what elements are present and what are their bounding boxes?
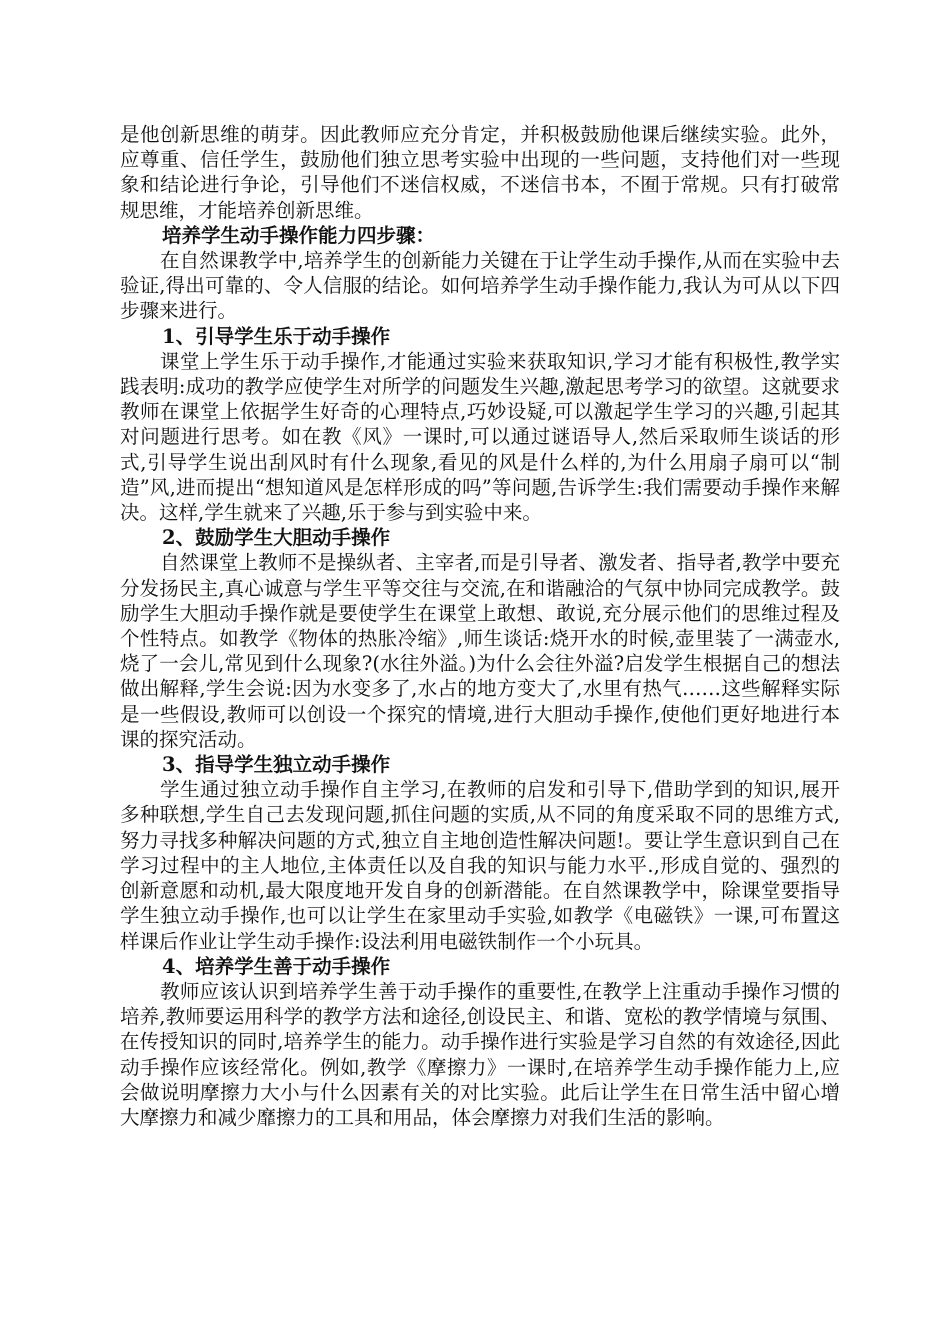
paragraph-step-3: 学生通过独立动手操作自主学习,在教师的启发和引导下,借助学到的知识,展开多种联想,学生自己去发现问题,抓住问题的实质,从不同的角度采取不同的思维方式,努力寻找多种解决问题的方式,独立自主地创造性解决问题!。要让学生意识到自己在学习过程中的主人地位,主体责任以及自我的知识与能力水平.,形成自觉的、强烈的创新意愿和动机,最大限度地开发自身的创新潜能。在自然课教学中，除课堂要指导学生独立动手操作,也可以让学生在家里动手实验,如教学《电磁铁》一课,可布置这样课后作业让学生动手操作:设法利用电磁铁制作一个小玩具。 [120, 778, 840, 953]
paragraph-intro: 在自然课教学中,培养学生的创新能力关键在于让学生动手操作,从而在实验中去验证,得出可靠的、令人信服的结论。如何培养学生动手操作能力,我认为可从以下四步骤来进行。 [120, 249, 840, 323]
section-heading-step-4: 4、培养学生善于动手操作 [162, 954, 391, 978]
section-heading-four-steps: 培养学生动手操作能力四步骤： [162, 223, 436, 247]
paragraph-step-1: 课堂上学生乐于动手操作,才能通过实验来获取知识,学习才能有积极性,教学实践表明:成功的教学应使学生对所学的问题发生兴趣,激起思考学习的欲望。这就要求教师在课堂上依据学生好奇的心理特点,巧妙设疑,可以激起学生学习的兴趣,引起其对问题进行思考。如在教《风》一课时,可以通过谜语导人,然后采取师生谈话的形式,引导学生说出刮风时有什么现象,看见的风是什么样的,为什么用扇子扇可以“制造”风,进而提出“想知道风是怎样形成的吗”等问题,告诉学生:我们需要动手操作来解决。这样,学生就来了兴趣,乐于参与到实验中来。 [120, 349, 840, 525]
section-heading-step-2: 2、鼓励学生大胆动手操作 [162, 526, 391, 550]
paragraph-continuation: 是他创新思维的萌芽。因此教师应充分肯定，并积极鼓励他课后继续实验。此外，应尊重、信任学生，鼓励他们独立思考实验中出现的一些问题，支持他们对一些现象和结论进行争论，引导他们不迷信权威，不迷信书本，不囿于常规。只有打破常规思维，才能培养创新思维。 [120, 123, 840, 222]
section-heading-step-3: 3、指导学生独立动手操作 [162, 753, 391, 777]
paragraph-step-4: 教师应该认识到培养学生善于动手操作的重要性,在教学上注重动手操作习惯的培养,教师要运用科学的教学方法和途径,创设民主、和谐、宽松的教学情境与氛围、在传授知识的同时,培养学生的能力。动手操作进行实验是学习自然的有效途径,因此动手操作应该经常化。例如,教学《摩擦力》一课时,在培养学生动手操作能力上,应会做说明摩擦力大小与什么因素有关的对比实验。此后让学生在日常生活中留心增大摩擦力和减少靡擦力的工具和用品，体会摩擦力对我们生活的影响。 [120, 979, 840, 1129]
paragraph-step-2: 自然课堂上教师不是操纵者、主宰者,而是引导者、激发者、指导者,教学中要充分发扬民主,真心诚意与学生平等交往与交流,在和谐融洽的气氛中协同完成教学。鼓励学生大胆动手操作就是要使学生在课堂上敢想、敢说,充分展示他们的思维过程及个性特点。如教学《物体的热胀冷缩》,师生谈话:烧开水的时候,壶里装了一满壶水,烧了一会儿,常见到什么现象?(水往外溢。)为什么会往外溢?启发学生根据自己的想法做出解释,学生会说:因为水变多了,水占的地方变大了,水里有热气……这些解释实际是一些假设,教师可以创设一个探究的情境,进行大胆动手操作,使他们更好地进行本课的探究活动。 [120, 551, 840, 751]
section-heading-step-1: 1、引导学生乐于动手操作 [162, 324, 391, 348]
document-page [120, 122, 840, 1130]
